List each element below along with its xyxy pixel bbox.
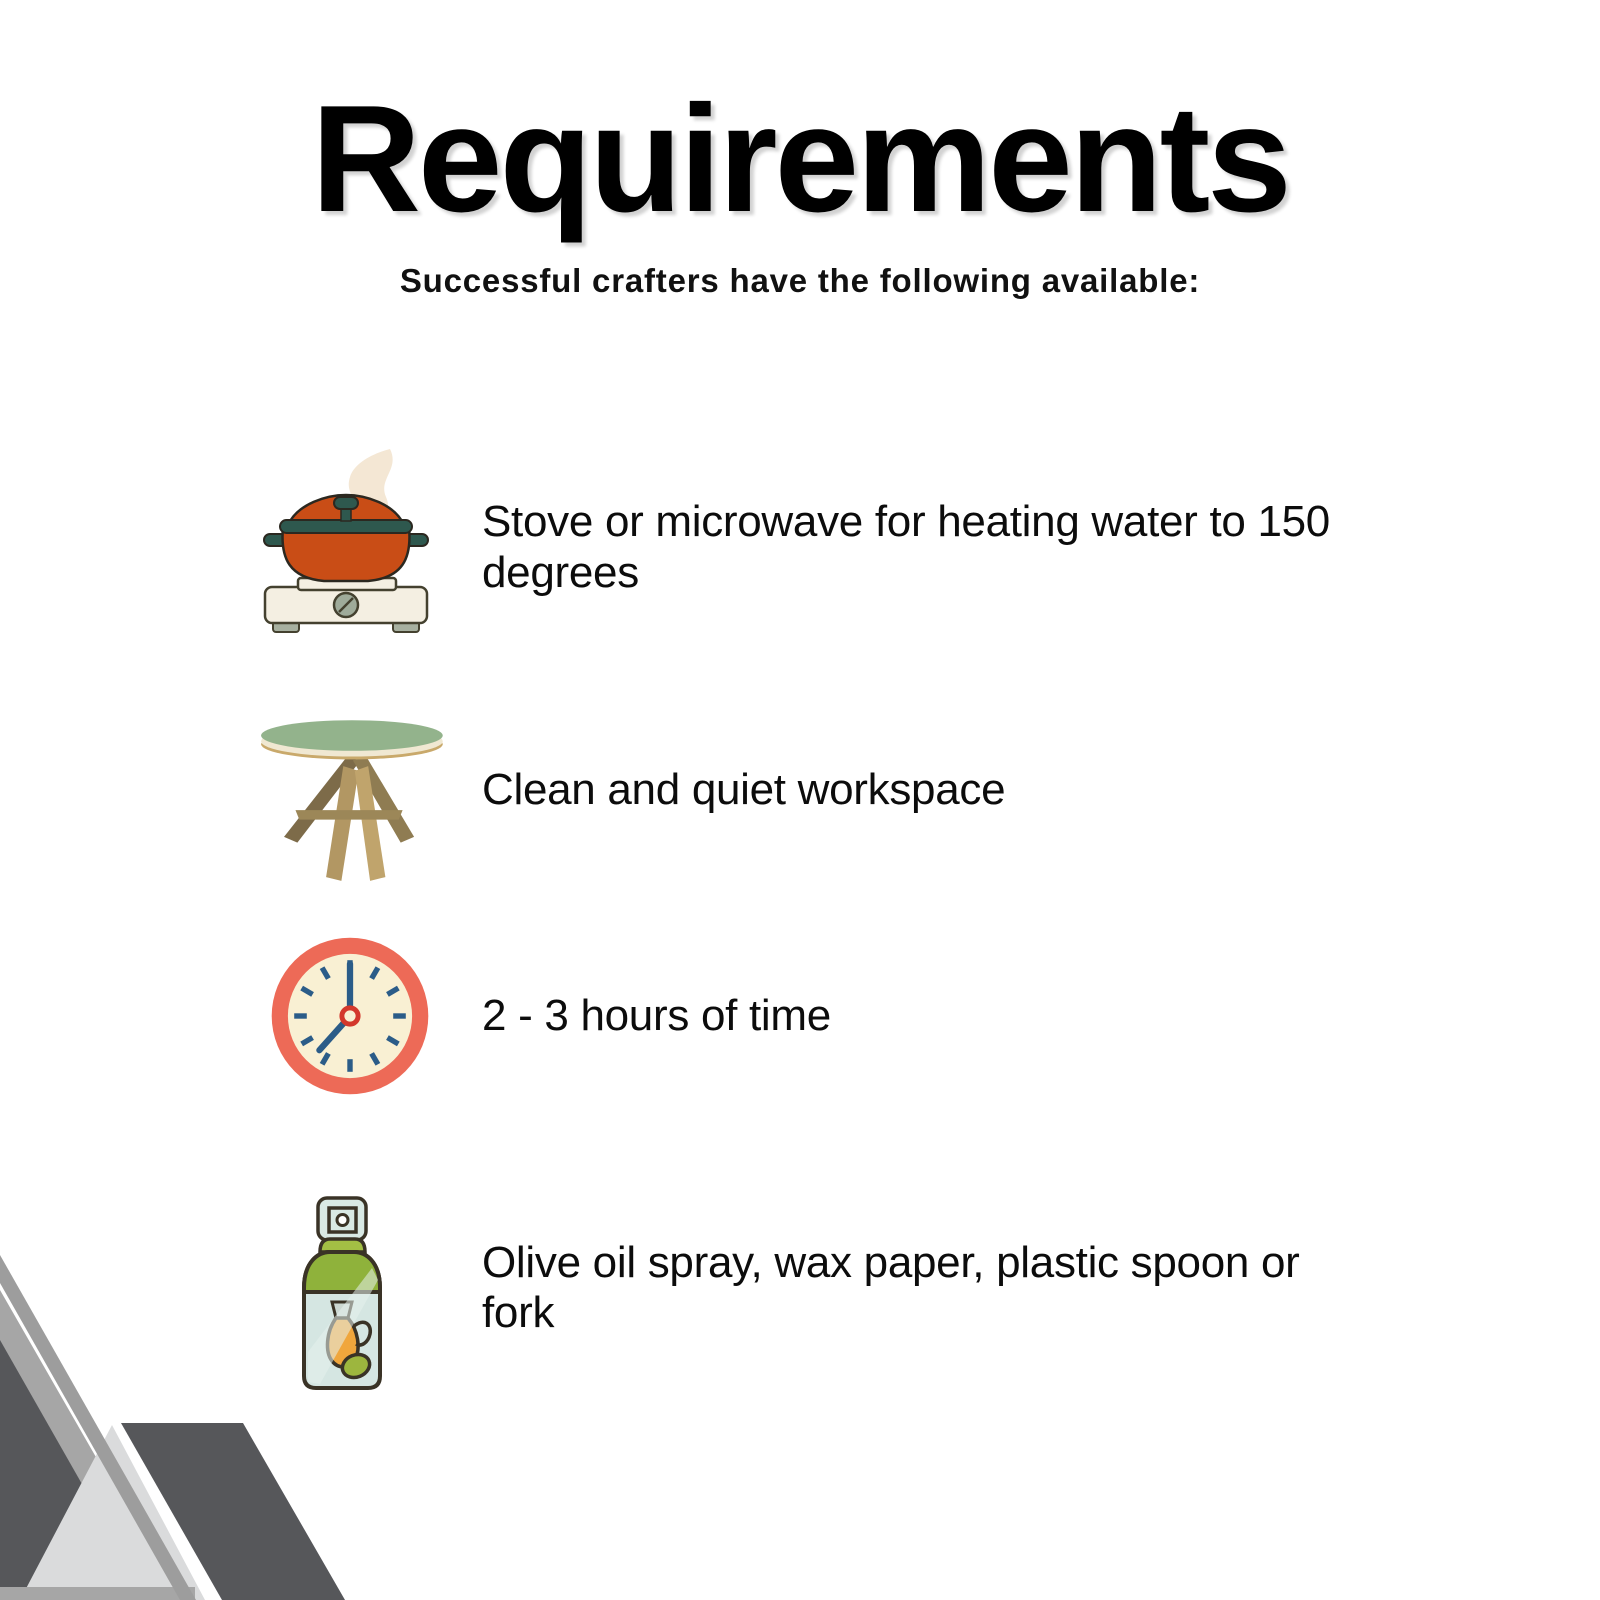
requirement-label: Olive oil spray, wax paper, plastic spoon or fork <box>482 1237 1300 1337</box>
round-table-icon <box>240 693 460 888</box>
pot-on-stove-icon <box>240 435 460 660</box>
requirement-item-supplies <box>240 1172 1382 1404</box>
requirement-label: Clean and quiet workspace <box>482 764 1006 814</box>
corner-triangles-decoration <box>0 1240 360 1600</box>
requirement-item-stove <box>240 430 1382 665</box>
page-subtitle: Successful crafters have the following available: <box>399 262 1201 299</box>
requirement-item-workspace <box>240 690 1005 890</box>
clock-icon <box>240 926 460 1106</box>
requirement-label: 2 - 3 hours of time <box>482 990 831 1040</box>
requirement-label: Stove or microwave for heating water to 150 degrees <box>482 497 1330 597</box>
page-title: Requirements <box>311 74 1289 244</box>
requirement-item-time <box>240 922 831 1110</box>
